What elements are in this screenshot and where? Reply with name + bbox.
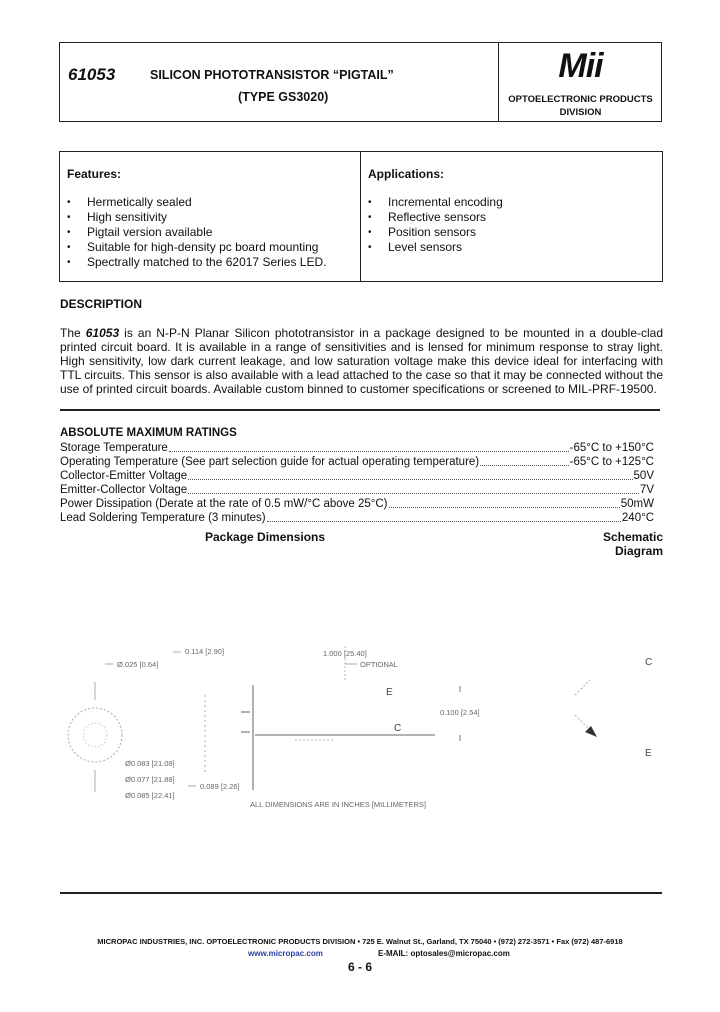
applications-list [368, 195, 503, 255]
features-applications-box [59, 151, 663, 282]
section-rule [60, 409, 660, 411]
dim-label: Ø0.077 [21.88] [125, 775, 175, 784]
lead-label-e: E [386, 687, 393, 698]
feature-item: • High sensitivity [67, 210, 326, 225]
footer-address: MICROPAC INDUSTRIES, INC. OPTOELECTRONIC PRODUCTS DIVISION • 725 E. Walnut St., Garland, TX 75040 • (972) 272-3571 • Fax (972) 487-6918 [97, 937, 623, 946]
rating-label: Emitter-Collector Voltage [60, 484, 188, 496]
features-divider [360, 152, 361, 281]
title-line-2: (TYPE GS3020) [238, 90, 329, 104]
feature-item: • Pigtail version available [67, 225, 326, 240]
dim-label: 0.100 [2.54] [440, 708, 480, 717]
rating-value: 50V [633, 470, 654, 482]
rating-value: 240°C [621, 512, 654, 524]
dimensions-note: ALL DIMENSIONS ARE IN INCHES [MILLIMETERS] [250, 800, 427, 809]
description-text: is an N-P-N Planar Silicon phototransistor in a package designed to be mounted in a double-clad printed circuit board. It is available in a range of sensitivities and is lensed for minimum response to stray light. High sensitivity, low dark current leakage, and low saturation voltage make this device ideal for interfacing with TTL circuits. This sensor is also available with a lead attached to the case so that it may be connected without the use of printed circuit boards. Available custom binned to customer specifications or screened to MIL-PRF-19500. [60, 326, 664, 396]
leader-dots [188, 483, 639, 494]
lead-label-c: C [394, 723, 402, 734]
application-item: • Incremental encoding [368, 195, 503, 210]
rating-value: 50mW [620, 498, 654, 510]
features-heading: Features: [67, 167, 122, 181]
dim-label: 0.114 [2.90] [185, 647, 225, 656]
package-end-view [68, 708, 122, 762]
rating-label: Operating Temperature (See part selection guide for actual operating temperature) [60, 456, 480, 468]
leader-dots [267, 511, 621, 522]
description-intro: The [60, 326, 86, 340]
schematic-emitter-arrow [585, 726, 597, 737]
leader-dots [188, 469, 632, 480]
dim-label: Ø0.085 [22.41] [125, 791, 175, 800]
dim-label: 0.089 [2.26] [200, 782, 240, 791]
feature-item: • Suitable for high-density pc board mounting [67, 240, 326, 255]
rating-row [60, 497, 654, 511]
ratings-heading: ABSOLUTE MAXIMUM RATINGS [60, 427, 237, 439]
package-drawing [55, 640, 665, 820]
footer-rule [60, 892, 662, 894]
dim-label: 1.000 [25.40] [323, 649, 367, 658]
package-dimensions-heading: Package Dimensions [205, 530, 326, 544]
leader-dots [480, 455, 569, 466]
schematic-collector-label: C [645, 657, 653, 668]
schematic-diagram-heading: Schematic Diagram [602, 530, 663, 558]
rating-row [60, 511, 654, 525]
ratings-table [60, 441, 654, 525]
application-item: • Level sensors [368, 240, 503, 255]
schematic-emitter-label: E [645, 748, 652, 759]
rating-label: Storage Temperature [60, 442, 168, 454]
division-line-2: DIVISION [559, 107, 602, 118]
feature-item: • Hermetically sealed [67, 195, 326, 210]
description-heading: DESCRIPTION [60, 297, 143, 311]
leader-dots [389, 497, 620, 508]
footer-website-link[interactable]: www.micropac.com [248, 949, 323, 958]
rating-value: -65°C to +125°C [569, 456, 654, 468]
dim-label: Ø.025 [0.64] [117, 660, 159, 669]
application-item: • Reflective sensors [368, 210, 503, 225]
dim-label: Ø0.083 [21.08] [125, 759, 175, 768]
rating-label: Lead Soldering Temperature (3 minutes) [60, 512, 266, 524]
lens-outline [83, 723, 107, 747]
part-number: 61053 [68, 65, 116, 84]
rating-row [60, 483, 654, 497]
rating-label: Power Dissipation (Derate at the rate of 0.5 mW/°C above 25°C) [60, 498, 388, 510]
leader-dots [169, 441, 569, 452]
footer-email: E-MAIL: optosales@micropac.com [378, 949, 510, 958]
description-body [60, 326, 663, 396]
dim-label: OPTIONAL [360, 660, 398, 669]
application-item: • Position sensors [368, 225, 503, 240]
features-list [67, 195, 326, 270]
rating-row [60, 469, 654, 483]
rating-label: Collector-Emitter Voltage [60, 470, 188, 482]
title-line-1: SILICON PHOTOTRANSISTOR “PIGTAIL” [150, 68, 394, 82]
division-line-1: OPTOELECTRONIC PRODUCTS [508, 94, 653, 105]
company-logo: Mii [558, 47, 603, 85]
rating-row [60, 455, 654, 469]
description-part: 61053 [85, 326, 120, 340]
page-number: 6 - 6 [347, 960, 372, 974]
applications-heading: Applications: [368, 167, 445, 181]
rating-value: -65°C to +150°C [569, 442, 654, 454]
rating-row [60, 441, 654, 455]
schematic-collector-line [575, 680, 590, 695]
header-box [59, 42, 662, 122]
feature-item: • Spectrally matched to the 62017 Series LED. [67, 255, 326, 270]
rating-value: 7V [639, 484, 654, 496]
